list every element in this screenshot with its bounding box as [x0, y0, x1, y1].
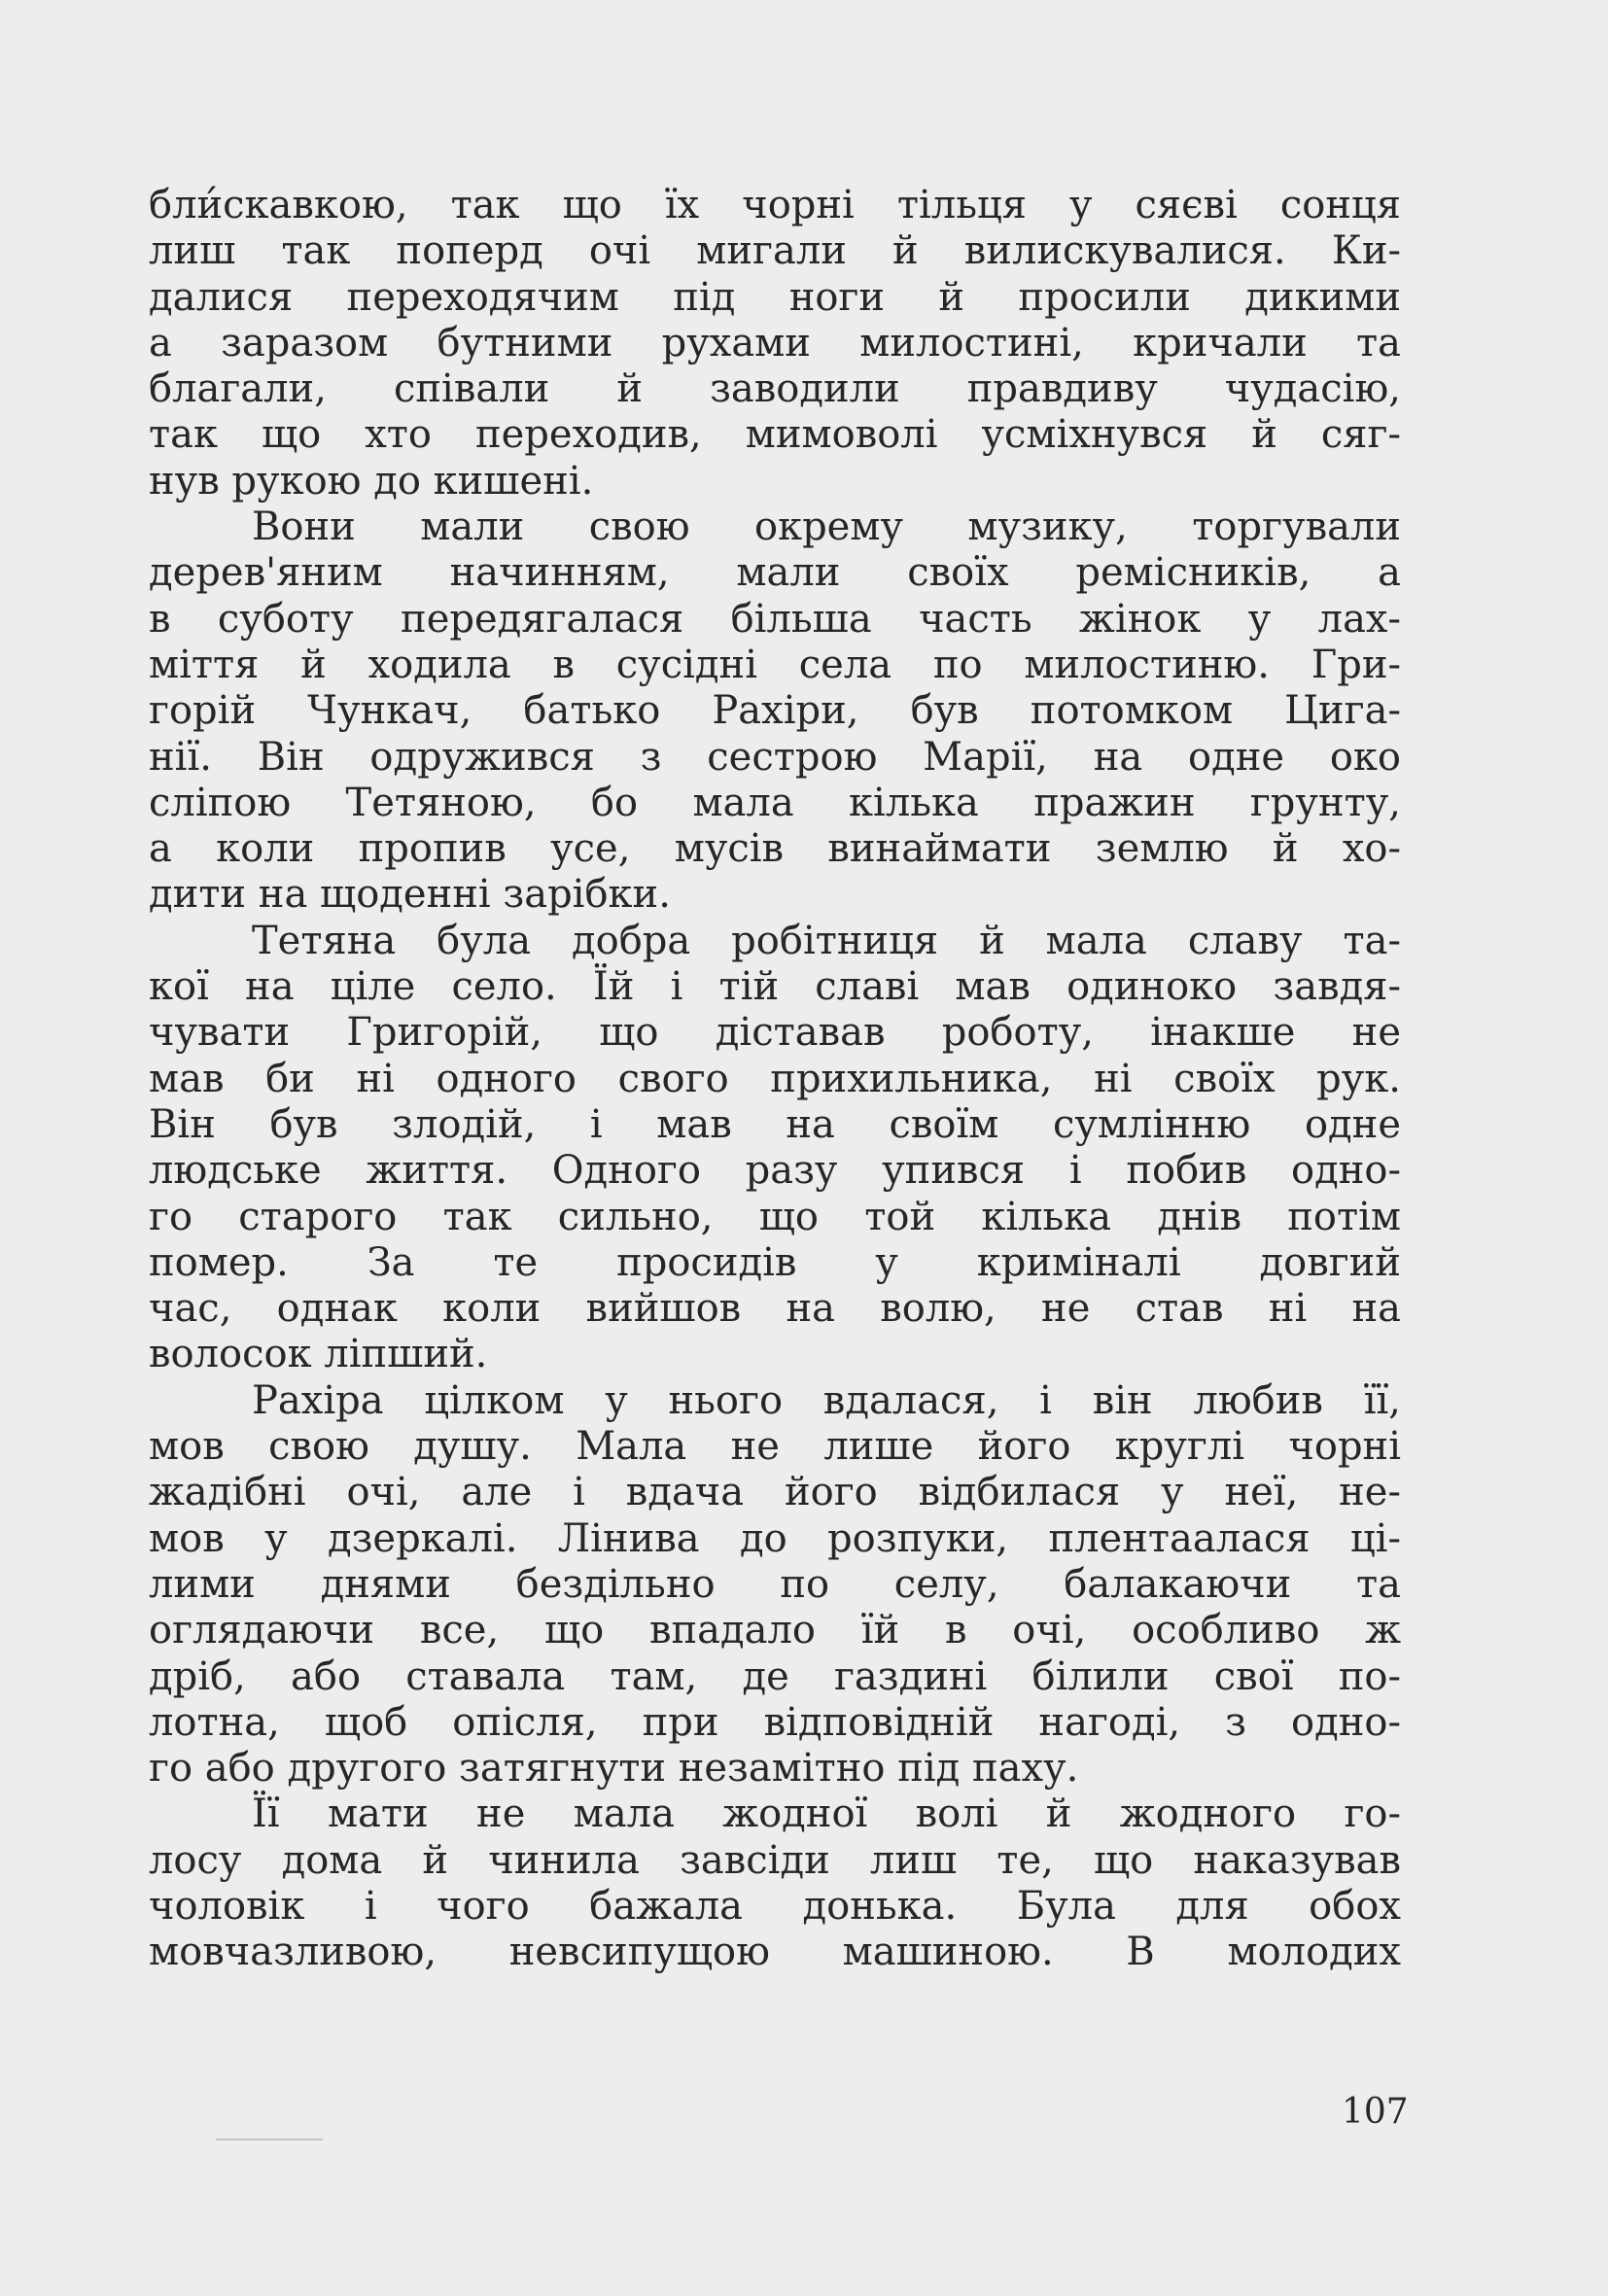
- page-number: 107: [1342, 2092, 1409, 2132]
- text-line: жадібні очі, але і вдача його відбилася у неї, не-: [149, 1470, 1401, 1515]
- text-line: мав би ні одного свого прихильника, ні своїх рук.: [149, 1056, 1401, 1101]
- text-line: чувати Григорій, що діставав роботу, інакше не: [149, 1010, 1401, 1056]
- text-line: благали, співали й заводили правдиву чудасію,: [149, 366, 1401, 412]
- text-line: далися переходячим під ноги й просили дикими: [149, 274, 1401, 320]
- text-line: помер. За те просидів у криміналі довгий: [149, 1239, 1401, 1285]
- text-line: людське життя. Одного разу упився і побив одно-: [149, 1148, 1401, 1194]
- text-line: а коли пропив усе, мусів винаймати землю й хо-: [149, 826, 1401, 872]
- text-line: лими днями бездільно по селу, балакаючи та: [149, 1561, 1401, 1607]
- text-line: го або другого затягнути незамітно під паху.: [149, 1746, 1079, 1792]
- body-text: [149, 183, 1401, 1976]
- text-line: оглядаючи все, що впадало їй в очі, особливо ж: [149, 1608, 1401, 1653]
- text-line: нув рукою до кишені.: [149, 458, 594, 504]
- text-line: час, однак коли вийшов на волю, не став ні на: [149, 1286, 1401, 1332]
- text-line: Він був злодій, і мав на своїм сумлінню одне: [149, 1101, 1401, 1147]
- text-line: лотна, щоб опісля, при відповідній нагоді, з одно-: [149, 1699, 1401, 1745]
- text-line: дріб, або ставала там, де газдині білили свої по-: [149, 1653, 1401, 1699]
- text-line: нії. Він одружився з сестрою Марії, на одне око: [149, 734, 1401, 780]
- text-line: мов у дзеркалі. Лінива до розпуки, плентаалася ці-: [149, 1515, 1401, 1561]
- text-line: Вони мали свою окрему музику, торгували: [252, 504, 1401, 550]
- print-smudge: [216, 2139, 323, 2140]
- text-line: чоловік і чого бажала донька. Була для обох: [149, 1883, 1401, 1929]
- text-line: волосок ліпший.: [149, 1332, 488, 1377]
- text-line: міття й ходила в сусідні села по милостиню. Гри-: [149, 642, 1401, 687]
- text-line: так що хто переходив, мимоволі усміхнувся й сяг-: [149, 412, 1401, 458]
- text-line: Рахіра цілком у нього вдалася, і він любив її,: [252, 1377, 1401, 1423]
- text-line: дити на щоденні зарібки.: [149, 872, 671, 918]
- text-line: го старого так сильно, що той кілька днів потім: [149, 1194, 1401, 1239]
- text-line: лиш так поперд очі мигали й вилискувалися. Ки-: [149, 228, 1401, 274]
- text-line: горій Чункач, батько Рахіри, був потомком Цига-: [149, 688, 1401, 734]
- text-line: кої на ціле село. Їй і тій славі мав одиноко завдя-: [149, 964, 1401, 1010]
- text-line: бли́скавкою, так що їх чорні тільця у сяєві сонця: [149, 183, 1401, 227]
- text-line: сліпою Тетяною, бо мала кілька пражин грунту,: [149, 780, 1401, 825]
- text-line: в суботу передягалася більша часть жінок у лах-: [149, 596, 1401, 642]
- text-line: Тетяна була добра робітниця й мала славу та-: [252, 918, 1401, 963]
- text-line: Її мати не мала жодної волі й жодного го-: [252, 1792, 1401, 1837]
- text-line: дерев'яним начинням, мали своїх ремісників, а: [149, 550, 1401, 596]
- text-line: мов свою душу. Мала не лише його круглі чорні: [149, 1424, 1401, 1470]
- text-line: лосу дома й чинила завсіди лиш те, що наказував: [149, 1837, 1401, 1883]
- text-line: мовчазливою, невсипущою машиною. В молодих: [149, 1930, 1401, 1975]
- text-line: а заразом бутними рухами милостині, кричали та: [149, 320, 1401, 365]
